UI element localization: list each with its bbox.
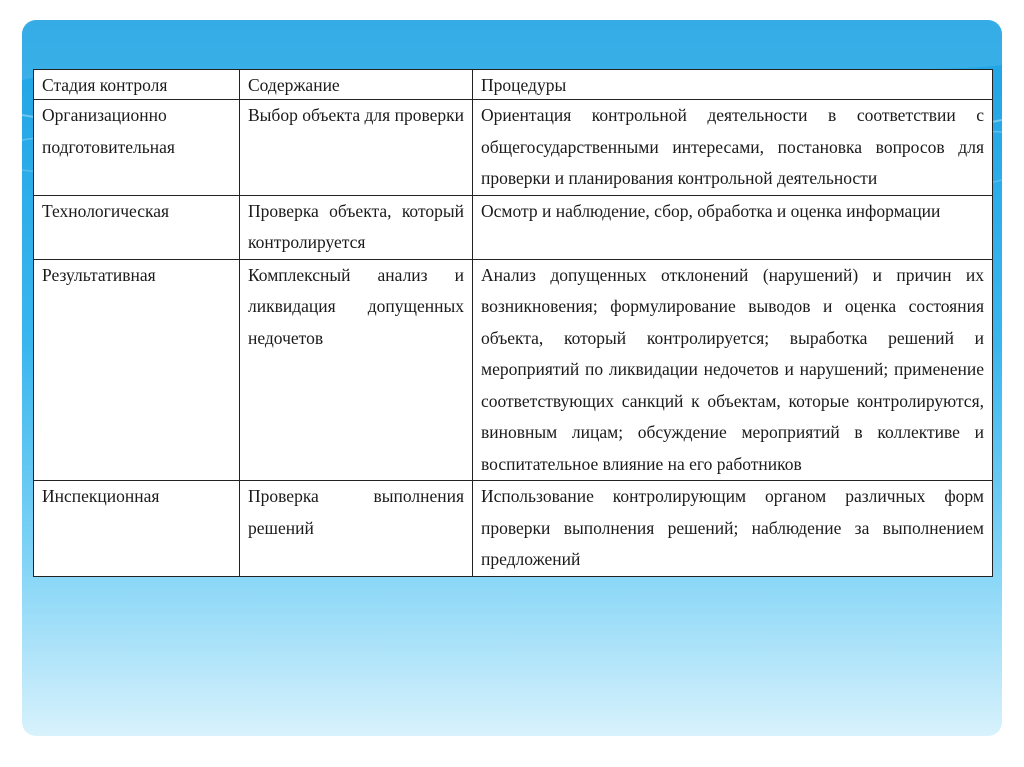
content-cell: Проверка выполнения решений (240, 481, 473, 577)
procedures-cell: Осмотр и наблюдение, сбор, обработка и оценка информации (473, 195, 993, 259)
procedures-cell: Ориентация контрольной деятельности в соответствии с общегосударственными интересами, постановка вопросов для проверки и планирования контрольной деятельности (473, 100, 993, 196)
table-row (34, 259, 993, 481)
table-row (34, 481, 993, 577)
stage-cell: Результативная (34, 259, 240, 481)
table-row (34, 100, 993, 196)
stage-cell: Организационно подготовительная (34, 100, 240, 196)
procedures-cell: Анализ допущенных отклонений (нарушений) и причин их возникновения; формулирование выводов и оценка состояния объекта, который контролируется; выработка решений и мероприятий по ликвидации недочетов и нарушений; применение соответствующих санкций к объектам, которые контролируются, виновным лицам; обсуждение мероприятий в коллективе и воспитательное влияние на его работников (473, 259, 993, 481)
content-cell: Проверка объекта, который контролируется (240, 195, 473, 259)
content-cell: Комплексный анализ и ликвидация допущенных недочетов (240, 259, 473, 481)
control-stages-table (33, 69, 993, 577)
table-header-row (34, 70, 993, 100)
stage-cell: Инспекционная (34, 481, 240, 577)
procedures-cell: Использование контролирующим органом различных форм проверки выполнения решений; наблюдение за выполнением предложений (473, 481, 993, 577)
header-procedures: Процедуры (473, 70, 993, 100)
table-row (34, 195, 993, 259)
header-content: Содержание (240, 70, 473, 100)
stage-cell: Технологическая (34, 195, 240, 259)
header-stage: Стадия контроля (34, 70, 240, 100)
slide-bottom-edge (22, 736, 1002, 744)
content-cell: Выбор объекта для проверки (240, 100, 473, 196)
